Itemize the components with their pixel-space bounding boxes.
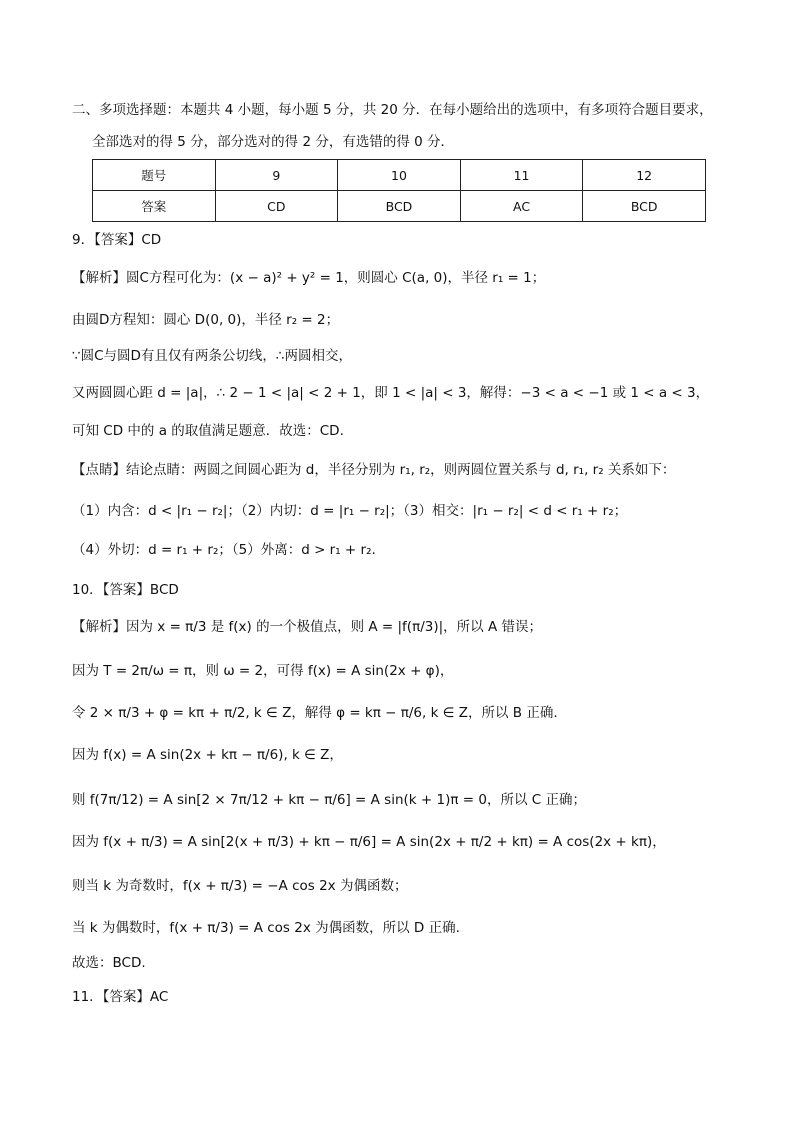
q9-answer: 9．【答案】CD <box>72 232 162 248</box>
table-cell: BCD <box>583 191 706 222</box>
table-cell: 答案 <box>93 191 216 222</box>
q9-line: 又两圆圆心距 d = |a|，∴ 2 − 1 < |a| < 2 + 1，即 1 < |a| < 3，解得：−3 < a < −1 或 1 < a < 3， <box>72 385 710 401</box>
q10-line: 当 k 为偶数时，f(x + π/3) = A cos 2x 为偶函数，所以 D 正确. <box>72 920 460 936</box>
q10-line: 令 2 × π/3 + φ = kπ + π/2, k ∈ Z，解得 φ = kπ − π/6, k ∈ Z，所以 B 正确. <box>72 705 558 721</box>
section-heading-line1: 二、多项选择题：本题共 4 小题，每小题 5 分，共 20 分．在每小题给出的选项中，有多项符合题目要求， <box>72 102 713 118</box>
q10-line: 则当 k 为奇数时，f(x + π/3) = −A cos 2x 为偶函数； <box>72 878 408 894</box>
table-cell: CD <box>215 191 338 222</box>
q9-line: 【解析】圆C方程可化为：(x − a)² + y² = 1，则圆心 C(a, 0)，半径 r₁ = 1； <box>72 270 546 286</box>
q10-answer: 10．【答案】BCD <box>72 582 179 598</box>
q10-line: 【解析】因为 x = π/3 是 f(x) 的一个极值点，则 A = |f(π/3)|，所以 A 错误； <box>72 619 542 635</box>
table-row <box>93 191 706 222</box>
table-cell: 11 <box>460 160 583 191</box>
table-cell: 10 <box>338 160 461 191</box>
table-cell: 9 <box>215 160 338 191</box>
q9-line: 可知 CD 中的 a 的取值满足题意．故选：CD. <box>72 423 344 439</box>
table-cell: BCD <box>338 191 461 222</box>
q11-answer: 11．【答案】AC <box>72 989 169 1005</box>
q9-line: 【点睛】结论点睛：两圆之间圆心距为 d，半径分别为 r₁, r₂，则两圆位置关系与 d, r₁, r₂ 关系如下： <box>72 462 676 478</box>
answer-table <box>92 159 706 222</box>
table-row <box>93 160 706 191</box>
q10-line: 因为 f(x + π/3) = A sin[2(x + π/3) + kπ − π/6] = A sin(2x + π/2 + kπ) = A cos(2x + kπ)， <box>72 834 666 850</box>
q9-line: 由圆D方程知：圆心 D(0, 0)，半径 r₂ = 2； <box>72 312 340 328</box>
q10-line: 因为 T = 2π/ω = π，则 ω = 2，可得 f(x) = A sin(2x + φ)， <box>72 663 454 679</box>
q9-line: （4）外切：d = r₁ + r₂；（5）外离：d > r₁ + r₂. <box>72 542 376 558</box>
q10-line: 故选：BCD. <box>72 955 146 971</box>
table-cell: AC <box>460 191 583 222</box>
q9-line: ∵圆C与圆D有且仅有两条公切线，∴两圆相交， <box>72 348 352 364</box>
q10-line: 因为 f(x) = A sin(2x + kπ − π/6), k ∈ Z， <box>72 747 343 763</box>
q9-line: （1）内含：d < |r₁ − r₂|；（2）内切：d = |r₁ − r₂|；（3）相交：|r₁ − r₂| < d < r₁ + r₂； <box>72 503 628 519</box>
section-heading-line2: 全部选对的得 5 分，部分选对的得 2 分，有选错的得 0 分． <box>92 134 455 150</box>
q10-line: 则 f(7π/12) = A sin[2 × 7π/12 + kπ − π/6] = A sin(k + 1)π = 0，所以 C 正确； <box>72 792 586 808</box>
table-cell: 题号 <box>93 160 216 191</box>
table-cell: 12 <box>583 160 706 191</box>
